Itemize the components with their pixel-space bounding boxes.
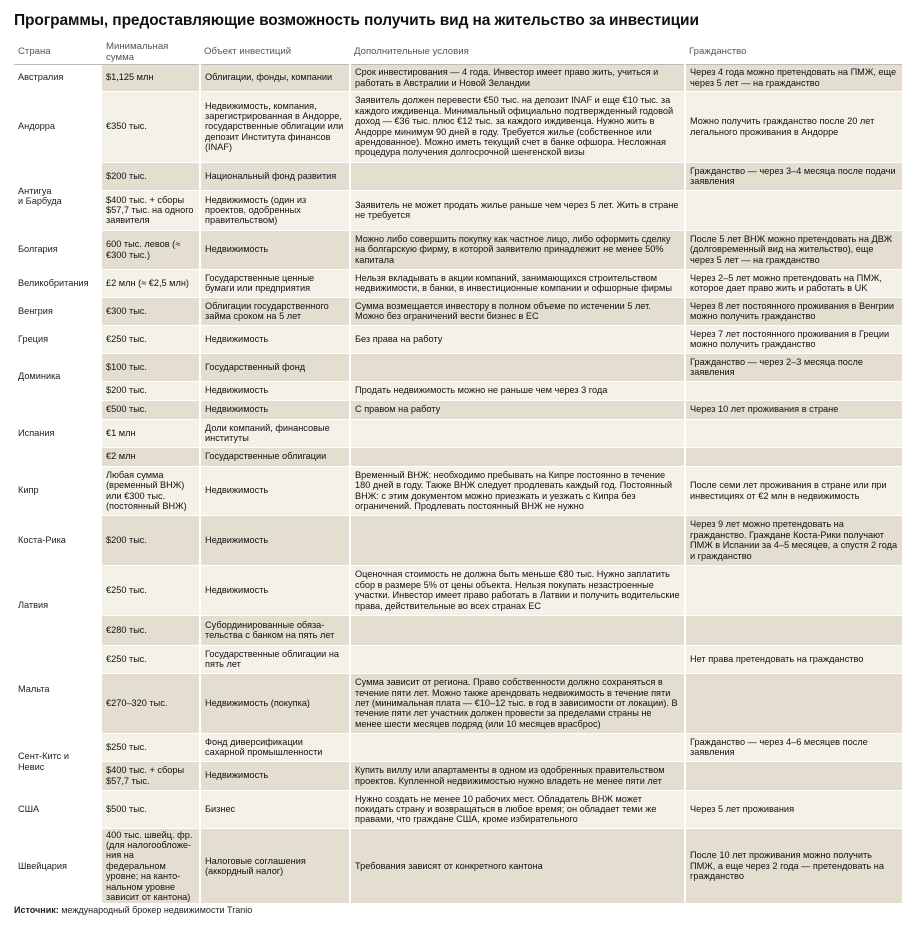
citizenship-cell: Гражданство — через 4–6 месяцев после заявления — [685, 733, 902, 761]
min-sum-cell: €250 тыс. — [102, 645, 200, 673]
conditions-cell: Временный ВНЖ: необходимо пребывать на Кипре постоянно в течение 180 дней в году. Также ВНЖ следует продлевать каждый год. Постоянный ВНЖ: с этим документом можно приезжать и уезжать с Кипра без ограничений. Продлевать постоянный ВНЖ не нужно — [350, 466, 685, 515]
conditions-cell: Срок инвестирования — 4 года. Инвестор имеет право жить, учиться и работать в Австралии и Новой Зеландии — [350, 64, 685, 91]
conditions-cell — [350, 733, 685, 761]
country-cell: Испания — [14, 400, 102, 466]
citizenship-cell — [685, 381, 902, 400]
country-cell: Латвия — [14, 565, 102, 645]
investment-object-cell: Облигации государственного займа сроком на 5 лет — [200, 297, 350, 325]
citizenship-cell: После 10 лет проживания можно получить ПМЖ, а еще через 2 года — претендовать на гражданство — [685, 828, 902, 904]
citizenship-cell: Нет права претендовать на гражданство — [685, 645, 902, 673]
investment-object-cell: Национальный фонд развития — [200, 162, 350, 190]
table-row — [14, 790, 902, 828]
source-label: Источник: — [14, 905, 59, 915]
table-row — [14, 353, 902, 381]
citizenship-cell: Гражданство — через 2–3 месяца после заявления — [685, 353, 902, 381]
citizenship-cell: Через 5 лет проживания — [685, 790, 902, 828]
conditions-cell: Без права на работу — [350, 325, 685, 353]
citizenship-cell: После 5 лет ВНЖ можно претендовать на ДВЖ (долговременный вид на жительство), еще через 5 лет — на гражданство — [685, 230, 902, 269]
citizenship-cell: Через 9 лет можно претендовать на гражданство. Граждане Коста-Рики получают ПМЖ в Испании за 4–5 месяцев, а спустя 2 года и гражданство — [685, 515, 902, 565]
min-sum-cell: $200 тыс. — [102, 515, 200, 565]
conditions-cell: Оценочная стоимость не должна быть меньше €80 тыс. Нужно заплатить сбор в размере 5% от цены объекта. Нельзя покупать незастроенные участки. Инвестор имеет право работать в Латвии и получить водительские права, действительные во всех странах ЕС — [350, 565, 685, 615]
country-cell: Греция — [14, 325, 102, 353]
header-country: Страна — [14, 42, 102, 64]
table-row — [14, 828, 902, 904]
source-note — [14, 905, 252, 915]
table-row — [14, 190, 902, 230]
page-title: Программы, предоставляющие возможность получить вид на жительство за инвестиции — [14, 12, 699, 29]
min-sum-cell: 400 тыс. швейц. фр. (для налогообложения на федеральном уровне; на кантональном уровне зависит от кантона) — [102, 828, 200, 904]
table-row — [14, 325, 902, 353]
conditions-cell — [350, 419, 685, 447]
citizenship-cell — [685, 419, 902, 447]
country-cell: Кипр — [14, 466, 102, 515]
table-row — [14, 466, 902, 515]
investment-object-cell: Государственные облигации на пять лет — [200, 645, 350, 673]
citizenship-cell: Через 10 лет проживания в стране — [685, 400, 902, 419]
conditions-cell: Купить виллу или апартаменты в одном из одобренных правительством проектов. Купленной недвижимостью нужно владеть не менее пяти лет — [350, 761, 685, 790]
table-row — [14, 230, 902, 269]
citizenship-cell: Через 4 года можно претендовать на ПМЖ, еще через 5 лет — на гражданство — [685, 64, 902, 91]
conditions-cell — [350, 447, 685, 466]
min-sum-cell: €300 тыс. — [102, 297, 200, 325]
investment-object-cell: Государственные облигации — [200, 447, 350, 466]
table-body — [14, 64, 902, 904]
country-cell: Венгрия — [14, 297, 102, 325]
table-row — [14, 515, 902, 565]
header-conditions: Дополнительные условия — [350, 42, 685, 64]
min-sum-cell: $200 тыс. — [102, 162, 200, 190]
table-row — [14, 91, 902, 162]
citizenship-cell: Через 7 лет постоянного проживания в Греции можно получить гражданство — [685, 325, 902, 353]
min-sum-cell: £2 млн (≈ €2,5 млн) — [102, 269, 200, 297]
country-cell: Андорра — [14, 91, 102, 162]
min-sum-cell: Любая сумма (временный ВНЖ) или €300 тыс. (постоянный ВНЖ) — [102, 466, 200, 515]
min-sum-cell: €2 млн — [102, 447, 200, 466]
table-row — [14, 673, 902, 733]
conditions-cell — [350, 615, 685, 645]
conditions-cell — [350, 515, 685, 565]
country-cell: Болгария — [14, 230, 102, 269]
investment-object-cell: Фонд диверсификации сахарной промышленности — [200, 733, 350, 761]
table-row — [14, 761, 902, 790]
conditions-cell: Заявитель должен перевести €50 тыс. на депозит INAF и еще €10 тыс. за каждого иждивенца. Минимальный официально подтвержденный годовой доход — €36 тыс. плюс €12 тыс. за каждого иждивенца. Нужно жить в Андорре минимум 90 дней в году. Требуется жилье (собственное или арендованное). Можно иметь текущий счет в банке офшора. Несложная процедура получения долгосрочной шенгенской визы — [350, 91, 685, 162]
citizenship-cell — [685, 673, 902, 733]
min-sum-cell: $100 тыс. — [102, 353, 200, 381]
country-cell: Сент-Китс и Невис — [14, 733, 102, 790]
citizenship-cell: Через 2–5 лет можно претендовать на ПМЖ, которое дает право жить и работать в UK — [685, 269, 902, 297]
citizenship-cell — [685, 761, 902, 790]
country-cell: Австралия — [14, 64, 102, 91]
conditions-cell — [350, 353, 685, 381]
investment-object-cell: Облигации, фонды, компании — [200, 64, 350, 91]
table-row — [14, 615, 902, 645]
investment-object-cell: Бизнес — [200, 790, 350, 828]
citizenship-cell — [685, 615, 902, 645]
investment-programs-table — [14, 42, 902, 904]
country-cell: Антигуа и Барбуда — [14, 162, 102, 230]
investment-object-cell: Доли компаний, финансовые институты — [200, 419, 350, 447]
investment-object-cell: Недвижимость — [200, 381, 350, 400]
investment-object-cell: Недвижимость — [200, 230, 350, 269]
investment-object-cell: Недвижимость — [200, 761, 350, 790]
conditions-cell: Продать недвижимость можно не раньше чем через 3 года — [350, 381, 685, 400]
conditions-cell: Требования зависят от конкретного кантона — [350, 828, 685, 904]
investment-object-cell: Недвижимость, компания, зарегистрированная в Андорре, государственные облигации или депозит Института финансов (INAF) — [200, 91, 350, 162]
table-row — [14, 381, 902, 400]
table-row — [14, 269, 902, 297]
conditions-cell: Нельзя вкладывать в акции компаний, занимающихся строительством недвижимости, в банки, в инвестиционные компании и офшорные фирмы — [350, 269, 685, 297]
table-row — [14, 733, 902, 761]
country-cell: Коста-Рика — [14, 515, 102, 565]
conditions-cell: С правом на работу — [350, 400, 685, 419]
citizenship-cell — [685, 190, 902, 230]
min-sum-cell: €280 тыс. — [102, 615, 200, 645]
conditions-cell: Можно либо совершить покупку как частное лицо, либо оформить сделку на болгарскую фирму, в которой заявителю принадлежит не менее 50% капитала — [350, 230, 685, 269]
conditions-cell — [350, 162, 685, 190]
table-header-row — [14, 42, 902, 64]
min-sum-cell: €250 тыс. — [102, 565, 200, 615]
header-investment-object: Объект инвестиций — [200, 42, 350, 64]
citizenship-cell — [685, 447, 902, 466]
min-sum-cell: €350 тыс. — [102, 91, 200, 162]
source-text: международный брокер недвижимости Tranio — [58, 905, 253, 915]
header-citizenship: Гражданство — [685, 42, 902, 64]
min-sum-cell: $400 тыс. + сборы $57,7 тыс. на одного заявителя — [102, 190, 200, 230]
min-sum-cell: €1 млн — [102, 419, 200, 447]
country-cell: Доминика — [14, 353, 102, 400]
investment-object-cell: Налоговые соглашения (аккордный налог) — [200, 828, 350, 904]
conditions-cell: Сумма зависит от региона. Право собственности должно сохраняться в течение пяти лет. Можно также арендовать недвижимость в течение пяти лет (минимальная плата — €10–12 тыс. в год в зависимости от локации). В течение пяти лет участник должен провести за пределами страны не менее шести месяцев подряд (или 10 месяцев врасброс) — [350, 673, 685, 733]
min-sum-cell: $400 тыс. + сборы $57,7 тыс. — [102, 761, 200, 790]
header-min-sum: Минимальная сумма — [102, 42, 200, 64]
investment-object-cell: Государственные ценные бумаги или предприятия — [200, 269, 350, 297]
country-cell: Мальта — [14, 645, 102, 733]
investment-object-cell: Недвижимость — [200, 325, 350, 353]
investment-object-cell: Недвижимость — [200, 565, 350, 615]
conditions-cell: Сумма возмещается инвестору в полном объеме по истечении 5 лет. Можно без ограничений вести бизнес в ЕС — [350, 297, 685, 325]
table-row — [14, 64, 902, 91]
citizenship-cell: После семи лет проживания в стране или при инвестициях от €2 млн в недвижимость — [685, 466, 902, 515]
investment-object-cell: Недвижимость — [200, 400, 350, 419]
investment-object-cell: Недвижимость — [200, 515, 350, 565]
conditions-cell — [350, 645, 685, 673]
investment-object-cell: Государственный фонд — [200, 353, 350, 381]
min-sum-cell: 600 тыс. левов (≈ €300 тыс.) — [102, 230, 200, 269]
citizenship-cell: Гражданство — через 3–4 месяца после подачи заявления — [685, 162, 902, 190]
table-row — [14, 419, 902, 447]
table-row — [14, 645, 902, 673]
table-row — [14, 297, 902, 325]
min-sum-cell: €270–320 тыс. — [102, 673, 200, 733]
table-row — [14, 447, 902, 466]
country-cell: Швейцария — [14, 828, 102, 904]
table-row — [14, 162, 902, 190]
min-sum-cell: $500 тыс. — [102, 790, 200, 828]
country-cell: Великобритания — [14, 269, 102, 297]
min-sum-cell: €500 тыс. — [102, 400, 200, 419]
country-cell: США — [14, 790, 102, 828]
conditions-cell: Нужно создать не менее 10 рабочих мест. Обладатель ВНЖ может покидать страну и возвращаться в любое время; он обладает теми же правами, что граждане США, кроме избирательного — [350, 790, 685, 828]
citizenship-cell — [685, 565, 902, 615]
investment-object-cell: Недвижимость (один из проектов, одобренных правительством) — [200, 190, 350, 230]
min-sum-cell: $200 тыс. — [102, 381, 200, 400]
citizenship-cell: Через 8 лет постоянного проживания в Венгрии можно получить гражданство — [685, 297, 902, 325]
min-sum-cell: $250 тыс. — [102, 733, 200, 761]
min-sum-cell: $1,125 млн — [102, 64, 200, 91]
min-sum-cell: €250 тыс. — [102, 325, 200, 353]
table-row — [14, 400, 902, 419]
citizenship-cell: Можно получить гражданство после 20 лет легального проживания в Андорре — [685, 91, 902, 162]
investment-object-cell: Субординированные обязательства с банком на пять лет — [200, 615, 350, 645]
table-row — [14, 565, 902, 615]
conditions-cell: Заявитель не может продать жилье раньше чем через 5 лет. Жить в стране не требуется — [350, 190, 685, 230]
investment-object-cell: Недвижимость (покупка) — [200, 673, 350, 733]
investment-object-cell: Недвижимость — [200, 466, 350, 515]
